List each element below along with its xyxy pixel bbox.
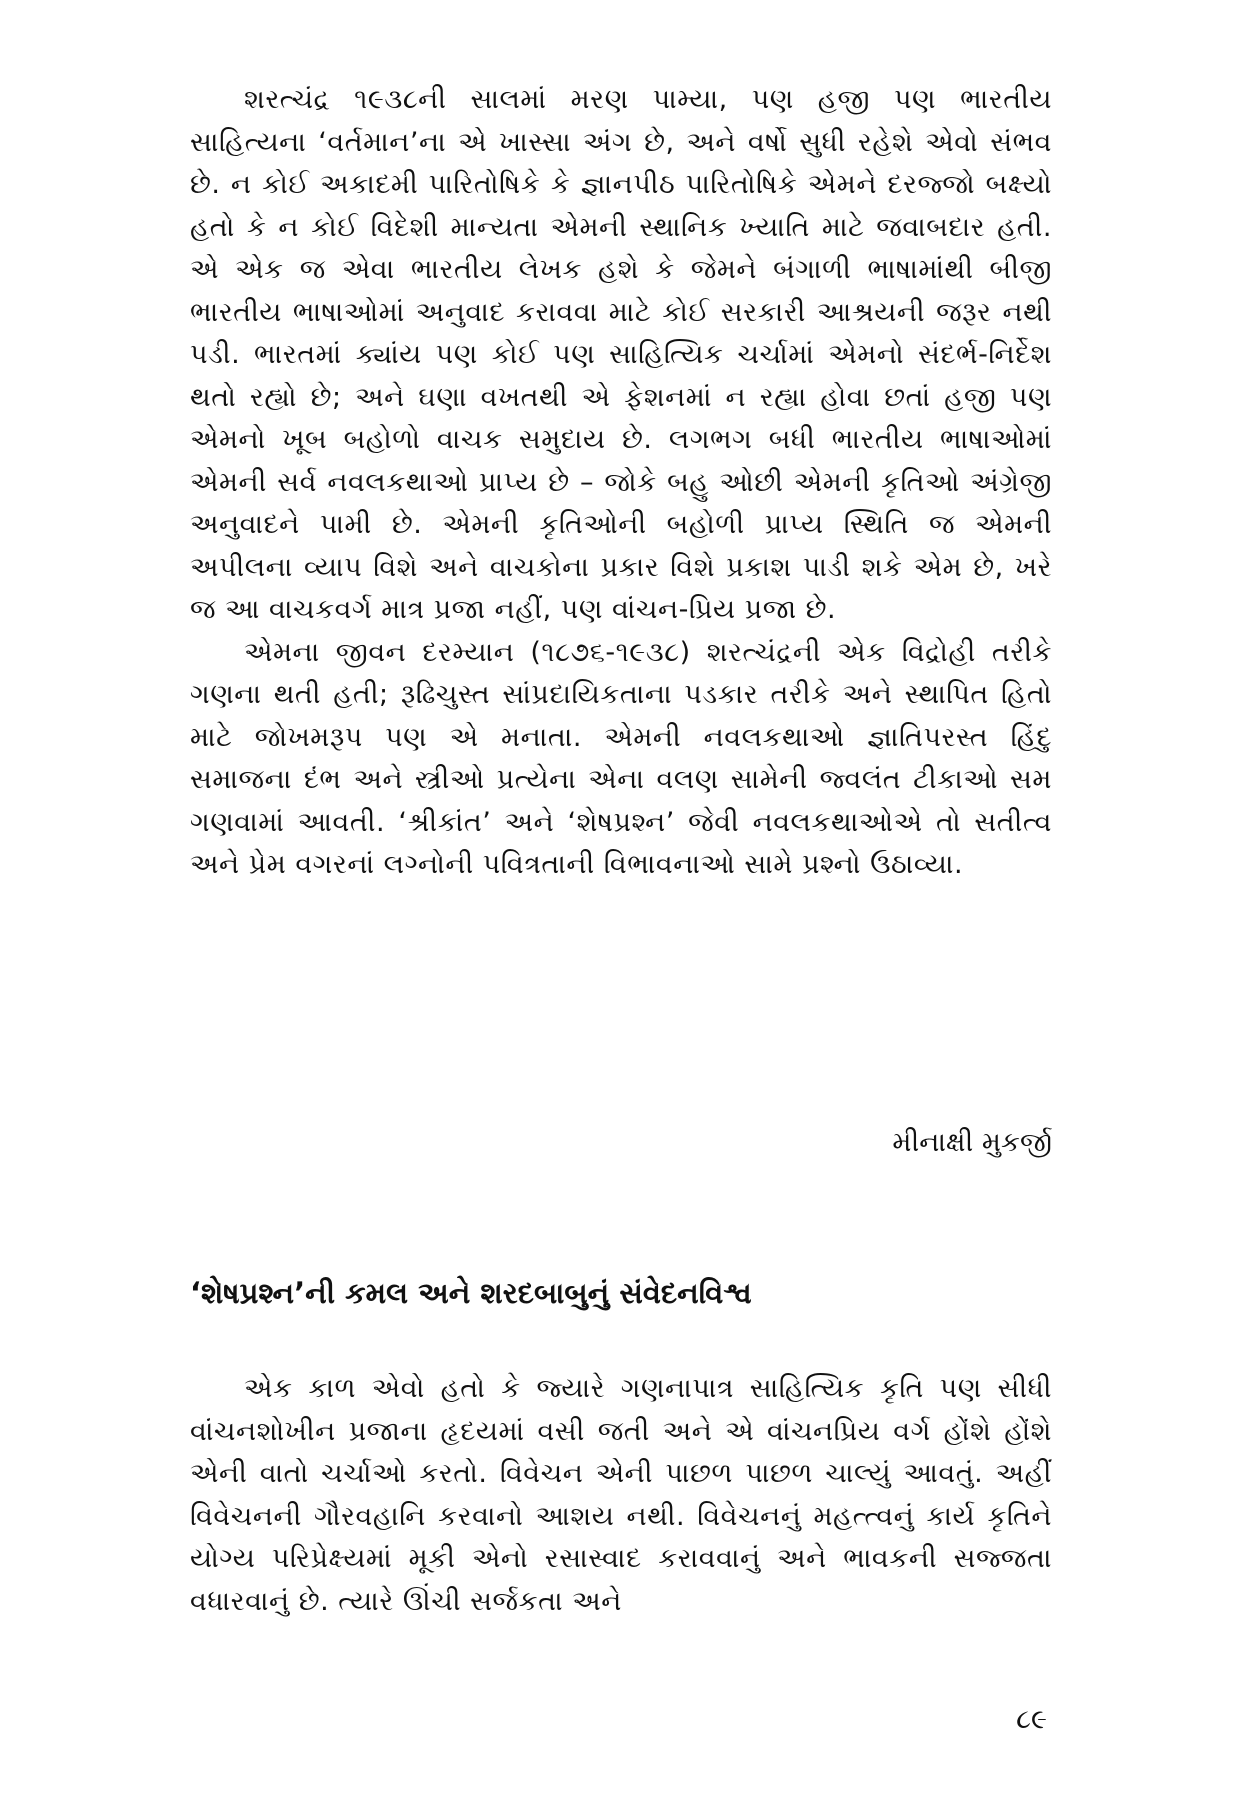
paragraph-3: એક કાળ એવો હતો કે જ્યારે ગણનાપાત્ર સાહિત્યિક કૃતિ પણ સીધી વાંચનશોખીન પ્રજાના હૃદયમાં વસી જતી અને એ વાંચનપ્રિય વર્ગ હોંશે હોંશે એની વાતો ચર્ચાઓ કરતો. વિવેચન એની પાછળ પાછળ ચાલ્યું આવતું. અહીં વિવેચનની ગૌરવહાનિ કરવાનો આશય નથી. વિવેચનનું મહત્ત્વનું કાર્ય કૃતિને યોગ્ય પરિપ્રેક્ષ્યમાં મૂકી એનો રસાસ્વાદ કરાવવાનું અને ભાવકની સજ્જતા વધારવાનું છે. ત્યારે ઊંચી સર્જકતા અને: [190, 1373, 1052, 1617]
paragraph-2: એમના જીવન દરમ્યાન (૧૮૭૬-૧૯૩૮) શરત્ચંદ્રની એક વિદ્રોહી તરીકે ગણના થતી હતી; રૂઢિચુસ્ત સાંપ્રદાયિકતાના પડકાર તરીકે અને સ્થાપિત હિતો માટે જોખમરૂપ પણ એ મનાતા. એમની નવલકથાઓ જ્ઞાતિપરસ્ત હિંદુ સમાજના દંભ અને સ્ત્રીઓ પ્રત્યેના એના વલણ સામેની જ્વલંત ટીકાઓ સમ ગણવામાં આવતી. ‘શ્રીકાંત’ અને ‘શેષપ્રશ્ન’ જેવી નવલકથાઓએ તો સતીત્વ અને પ્રેમ વગરનાં લગ્નોની પવિત્રતાની વિભાવનાઓ સામે પ્રશ્નો ઉઠાવ્યા.: [190, 636, 1052, 880]
author-signature: મીનાક્ષી મુકર્જી: [892, 1127, 1052, 1158]
page-number: ૮૯: [1016, 1704, 1047, 1735]
section-heading: ‘શેષપ્રશ્ન’ની કમલ અને શરદબાબુનું સંવેદનવિશ્વ: [190, 1276, 752, 1310]
paragraph-1: શરત્ચંદ્ર ૧૯૩૮ની સાલમાં મરણ પામ્યા, પણ હજી પણ ભારતીય સાહિત્યના ‘વર્તમાન’ના એ ખાસ્સા અંગ છે, અને વર્ષો સુધી રહેશે એવો સંભવ છે. ન કોઈ અકાદમી પારિતોષિકે કે જ્ઞાનપીઠ પારિતોષિકે એમને દરજ્જો બક્ષ્યો હતો કે ન કોઈ વિદેશી માન્યતા એમની સ્થાનિક ખ્યાતિ માટે જવાબદાર હતી. એ એક જ એવા ભારતીય લેખક હશે કે જેમને બંગાળી ભાષામાંથી બીજી ભારતીય ભાષાઓમાં અનુવાદ કરાવવા માટે કોઈ સરકારી આશ્રયની જરૂર નથી પડી. ભારતમાં ક્યાંય પણ કોઈ પણ સાહિત્યિક ચર્ચામાં એમનો સંદર્ભ-નિર્દેશ થતો રહ્યો છે; અને ઘણા વખતથી એ ફેશનમાં ન રહ્યા હોવા છતાં હજી પણ એમનો ખૂબ બહોળો વાચક સમુદાય છે. લગભગ બધી ભારતીય ભાષાઓમાં એમની સર્વ નવલકથાઓ પ્રાપ્ય છે – જોકે બહુ ઓછી એમની કૃતિઓ અંગ્રેજી અનુવાદને પામી છે. એમની કૃતિઓની બહોળી પ્રાપ્ય સ્થિતિ જ એમની અપીલના વ્યાપ વિશે અને વાચકોના પ્રકાર વિશે પ્રકાશ પાડી શકે એમ છે, ખરે જ આ વાચકવર્ગ માત્ર પ્રજા નહીં, પણ વાંચન-પ્રિય પ્રજા છે.: [190, 84, 1052, 625]
second-text-block: [190, 1368, 1052, 1623]
first-text-block: [190, 79, 1052, 887]
